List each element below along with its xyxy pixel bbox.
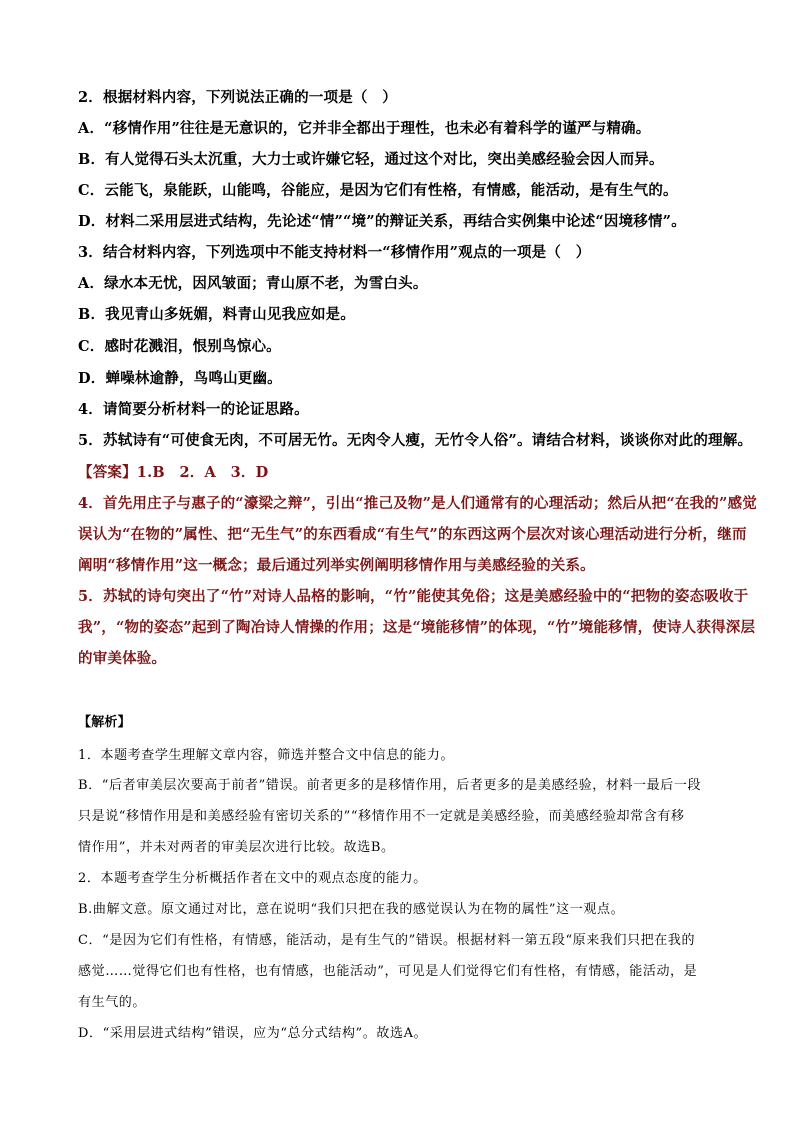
question-3-option-d: D．蝉噪林逾静，鸟鸣山更幽。 — [78, 370, 282, 387]
answer-line: 阐明“移情作用”这一概念；最后通过列举实例阐明移情作用与美感经验的关系。 — [78, 557, 595, 574]
question-2: 2．根据材料内容，下列说法正确的一项是（ ） — [78, 89, 397, 106]
question-5: 5．苏轼诗有“可使食无肉，不可居无竹。无肉令人瘦，无竹令人俗”。请结合材料，谈谈你对此的理解。 — [78, 432, 753, 449]
analysis-line: 情作用”，并未对两者的审美层次进行比较。故选B。 — [78, 840, 395, 855]
question-2-option-b: B．有人觉得石头太沉重，大力士或许嫌它轻，通过这个对比，突出美感经验会因人而异。 — [78, 151, 664, 168]
answer-line: 4．首先用庄子与惠子的“濠梁之辩”，引出“推己及物”是人们通常有的心理活动；然后从把“在我的”感觉 — [78, 495, 757, 512]
question-2-option-a: A．“移情作用”往往是无意识的，它并非全都出于理性，也未必有着科学的谨严与精确。 — [78, 120, 651, 137]
analysis-line: B．“后者审美层次要高于前者”错误。前者更多的是移情作用，后者更多的是美感经验，材料一最后一段 — [78, 778, 702, 793]
question-3: 3．结合材料内容，下列选项中不能支持材料一“移情作用”观点的一项是（ ） — [78, 244, 591, 261]
question-3-option-b: B．我见青山多妩媚，料青山见我应如是。 — [78, 306, 356, 323]
analysis-label: 【解析】 — [78, 715, 131, 730]
analysis-line: 感觉……觉得它们也有性格，也有情感，也能活动”，可见是人们觉得它们有性格，有情感，能活动，是 — [78, 964, 698, 979]
analysis-line: 1．本题考查学生理解文章内容，筛选并整合文中信息的能力。 — [78, 748, 455, 763]
answer-line: 误认为“在物的”属性、把“无生气”的东西看成“有生气”的东西这两个层次对该心理活动进行分析，继而 — [78, 526, 747, 543]
question-4: 4．请简要分析材料一的论证思路。 — [78, 401, 309, 418]
answer-label: 【答案】1.B 2．A 3．D — [78, 464, 269, 481]
analysis-line: 2．本题考查学生分析概括作者在文中的观点态度的能力。 — [78, 871, 427, 886]
analysis-line: B.曲解文意。原文通过对比，意在说明“我们只把在我的感觉误认为在物的属性”这一观点。 — [78, 902, 625, 917]
question-3-option-a: A．绿水本无忧，因风皱面；青山原不老，为雪白头。 — [78, 275, 428, 292]
answer-line: 5．苏轼的诗句突出了“竹”对诗人品格的影响，“竹”能使其免俗；这是美感经验中的“把物的姿态吸收于 — [78, 588, 749, 605]
analysis-line: 只是说“移情作用是和美感经验有密切关系的”“移情作用不一定就是美感经验，而美感经验却常含有移 — [78, 809, 685, 824]
question-2-option-c: C．云能飞，泉能跃，山能鸣，谷能应，是因为它们有性格，有情感，能活动，是有生气的。 — [78, 182, 678, 199]
analysis-line: C．“是因为它们有性格，有情感，能活动，是有生气的”错误。根据材料一第五段“原来我们只把在我的 — [78, 933, 696, 948]
question-3-option-c: C．感时花溅泪，恨别鸟惊心。 — [78, 338, 281, 355]
answer-line: 的审美体验。 — [78, 650, 167, 667]
analysis-line: D．“采用层进式结构”错误，应为“总分式结构”。故选A。 — [78, 1026, 428, 1041]
question-2-option-d: D．材料二采用层进式结构，先论述“情”“境”的辩证关系，再结合实例集中论述“因境移情”。 — [78, 213, 686, 230]
analysis-line: 有生气的。 — [78, 995, 147, 1010]
answer-line: 我”，“物的姿态”起到了陶冶诗人情操的作用；这是“境能移情”的体现，“竹”境能移情，使诗人获得深层 — [78, 619, 756, 636]
